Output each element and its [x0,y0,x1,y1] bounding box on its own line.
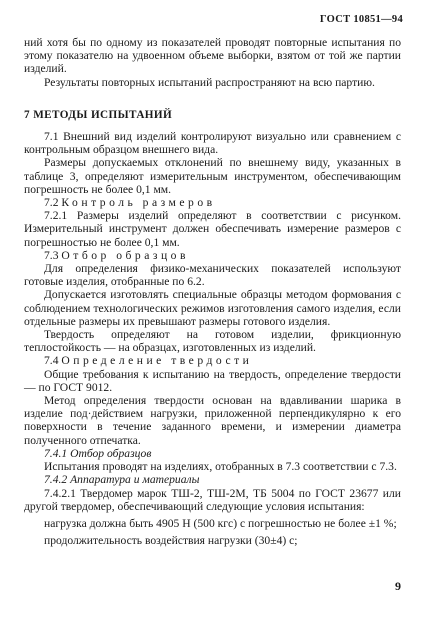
page-number: 9 [395,579,401,593]
condition-item: нагрузка должна быть 4905 Н (500 кгс) с погрешностью не более ±1 %; [44,516,397,530]
paragraph: Общие требования к испытанию на твердость, определение твердости — по ГОСТ 9012. [24,367,401,394]
paragraph: Метод определения твердости основан на вдавливании шарика в изделие под·действием нагрузки, приложенной перпендикулярно к его поверхности в течение заданного времени, и измерении диаметра полученного отпечатка. [24,394,401,447]
paragraph-7-2-1: 7.2.1 Размеры изделий определяют в соответствии с рисунком. Измерительный инструмент должен обеспечивать измерение размеров с погрешностью не более 0,1 мм. [24,209,401,249]
paragraph: Твердость определяют на готовом изделии, фрикционную теплостойкость — на образцах, изготовленных из изделий. [24,328,401,355]
document-header: ГОСТ 10851—94 [319,14,403,25]
subsection-title: Определение твердости [61,354,253,368]
subsection-title: Отбор образцов [61,248,189,262]
paragraph: ний хотя бы по одному из показателей проводят повторные испытания по этому показателю на удвоенном объеме выборки, взятом от той же партии изделий. [24,36,401,76]
paragraph: Допускается изготовлять специальные образцы методом формования с соблюдением технологических режимов изготовления самого изделия, если отдельные размеры их превышают размеры готового изделия. [24,288,401,328]
paragraph: Размеры допускаемых отклонений по внешнему виду, указанных в таблице 3, определяют измерительным инструментом, обеспечивающим погрешность не более 0,1 мм. [24,156,401,196]
document-body [24,36,401,547]
subsection-heading-7-4 [24,354,401,367]
paragraph: Испытания проводят на изделиях, отобранных в 7.3 соответствии с 7.3. [44,460,397,474]
subsection-number: 7.4 [44,354,59,368]
subsection-heading-7-4-1: 7.4.1 Отбор образцов [44,446,152,460]
subsection-title: Контроль размеров [61,196,216,210]
subsection-heading-7-2 [24,196,401,209]
subsection-heading-7-4-2: 7.4.2 Аппаратура и материалы [44,473,200,487]
section-title: 7 МЕТОДЫ ИСПЫТАНИЙ [24,108,173,121]
paragraph-7-4-2-1: 7.4.2.1 Твердомер марок ТШ-2, ТШ-2М, ТБ 5004 по ГОСТ 23677 или другой твердомер, обеспечивающий следующие условия испытания: [24,486,401,513]
paragraph: Для определения физико-механических показателей используют готовые изделия, отобранные по 6.2. [24,262,401,289]
paragraph-7-1: 7.1 Внешний вид изделий контролируют визуально или сравнением с контрольным образцом внешнего вида. [24,130,401,157]
paragraph: Результаты повторных испытаний распространяют на всю партию. [44,75,375,89]
subsection-number: 7.2 [44,196,59,210]
subsection-number: 7.3 [44,248,59,262]
subsection-heading-7-3 [24,249,401,262]
condition-item: продолжительность воздействия нагрузки (30±4) с; [44,534,298,548]
